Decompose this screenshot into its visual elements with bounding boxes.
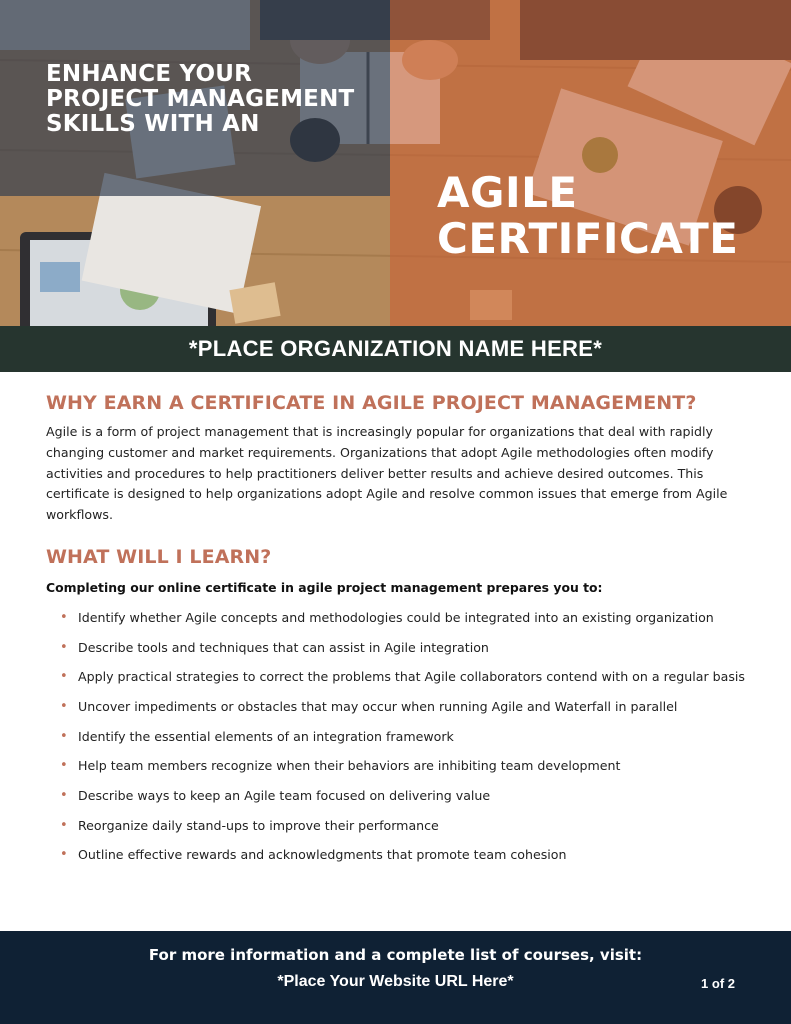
bullet-icon: • [60, 788, 68, 804]
why-body: Agile is a form of project management that is increasingly popular for organizations that deal with rapidly changing customer and market requirements. Organizations that adopt Agile methodologies often modify activities and procedures to help practitioners deliver better results and achieve desired outcomes. This certificate is designed to help organizations adopt Agile and resolve common issues that emerge from Agile workflows. [46, 424, 728, 523]
bullet-icon: • [60, 669, 68, 685]
why-heading: WHY EARN A CERTIFICATE IN AGILE PROJECT MANAGEMENT? [46, 392, 697, 414]
list-item-text: Reorganize daily stand-ups to improve their performance [78, 817, 439, 833]
hero-headline-big-line1: AGILE [437, 168, 578, 217]
bullet-icon: • [60, 817, 68, 833]
hero-headline-big [437, 170, 777, 262]
bullet-icon: • [60, 639, 68, 655]
list-item-text: Outline effective rewards and acknowledgments that promote team cohesion [78, 847, 567, 863]
hero-bottom-left-overlay [0, 196, 390, 326]
list-item [46, 751, 746, 781]
list-item [46, 692, 746, 722]
list-item [46, 781, 746, 811]
list-item [46, 722, 746, 752]
list-item-text: Describe ways to keep an Agile team focused on delivering value [78, 788, 491, 804]
list-item-text: Help team members recognize when their behaviors are inhibiting team development [78, 758, 621, 774]
list-item-text: Apply practical strategies to correct the problems that Agile collaborators contend with on a regular basis [78, 669, 745, 685]
learning-outcomes-list [46, 603, 746, 870]
hero-headline-small: ENHANCE YOUR PROJECT MANAGEMENT SKILLS WITH AN [46, 61, 355, 137]
list-item-text: Identify whether Agile concepts and methodologies could be integrated into an existing organization [78, 609, 714, 625]
organization-name: *PLACE ORGANIZATION NAME HERE* [188, 336, 603, 361]
bullet-icon: • [60, 728, 68, 744]
list-item-text: Describe tools and techniques that can assist in Agile integration [78, 639, 489, 655]
list-item [46, 603, 746, 633]
list-item-text: Identify the essential elements of an integration framework [78, 728, 454, 744]
main-content [46, 392, 746, 870]
footer-info-text: For more information and a complete list of courses, visit: [148, 946, 643, 964]
bullet-icon: • [60, 699, 68, 715]
organization-band [0, 326, 791, 372]
hero-headline-big-line2: CERTIFICATE [437, 214, 739, 263]
bullet-icon: • [60, 758, 68, 774]
hero-right-overlay [390, 0, 791, 326]
learn-heading: WHAT WILL I LEARN? [46, 545, 272, 568]
list-item [46, 662, 746, 692]
list-item [46, 811, 746, 841]
list-item [46, 633, 746, 663]
list-item [46, 840, 746, 870]
list-item-text: Uncover impediments or obstacles that may occur when running Agile and Waterfall in parallel [78, 699, 678, 715]
bullet-icon: • [60, 847, 68, 863]
footer [0, 931, 791, 1024]
page-number: 1 of 2 [701, 976, 735, 991]
bullet-icon: • [60, 609, 68, 625]
learn-lead: Completing our online certificate in agile project management prepares you to: [46, 579, 603, 595]
hero-banner [0, 0, 791, 326]
website-url-placeholder[interactable]: *Place Your Website URL Here* [277, 973, 514, 990]
